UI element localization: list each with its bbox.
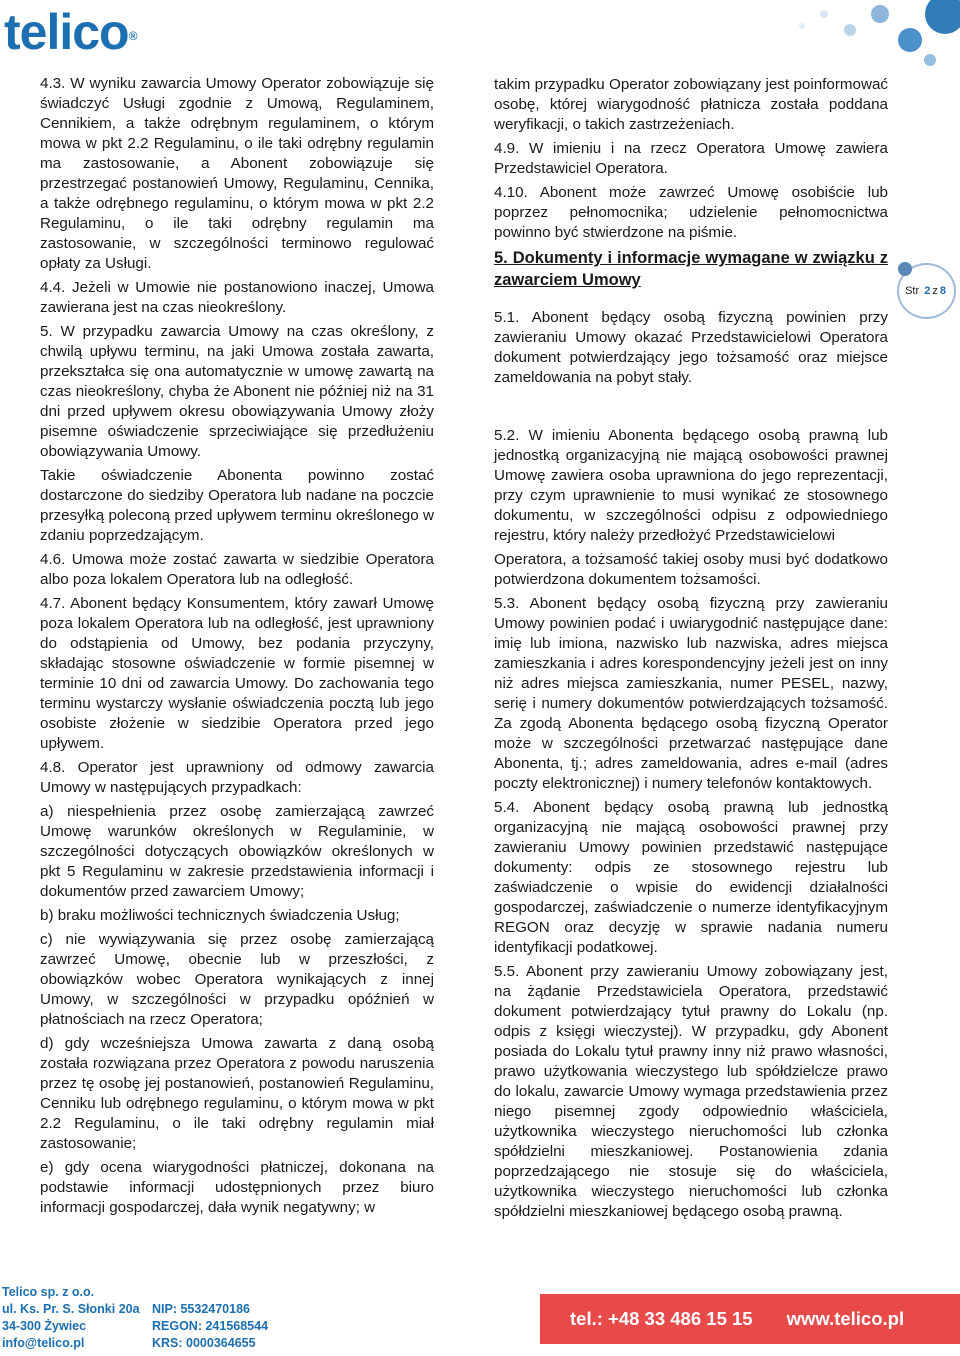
paragraph-5-1: 5.1. Abonent będący osobą fizyczną powinien przy zawieraniu Umowy okazać Przedstawicielowi Operatora dokument potwierdzający jego tożsamość oraz miejsce zameldowania na pobyt stały. bbox=[494, 308, 888, 386]
paragraph-4-8: 4.8. Operator jest uprawniony od odmowy zawarcia Umowy w następujących przypadkach: bbox=[40, 759, 434, 796]
list-item-e: e) gdy ocena wiarygodności płatniczej, dokonana na podstawie informacji udostępnionych przez biuro informacji gospodarczej, dała wynik negatywny; w bbox=[40, 1159, 434, 1216]
list-item-b: b) braku możliwości technicznych świadczenia Usług; bbox=[40, 907, 400, 924]
paragraph-4-9: 4.9. W imieniu i na rzecz Operatora Umowę zawiera Przedstawiciel Operatora. bbox=[494, 140, 888, 177]
list-item-c: c) nie wywiązywania się przez osobę zamierzającą zawrzeć Umowę, obecnie lub w przeszłości, z obowiązków wobec Operatora wynikających z innej Umowy, w szczególności w przypadku opóźnień w płatnościach na rzecz Operatora; bbox=[40, 931, 434, 1028]
footer-krs: KRS: 0000364655 bbox=[152, 1336, 256, 1350]
page-prefix: Str bbox=[905, 285, 920, 297]
paragraph-5-3: 5.3. Abonent będący osobą fizyczną przy zawieraniu Umowy powinien podać i uwiarygodnić następujące dane: imię lub imiona, nazwisko lub nazwiska, adres miejsca zamieszkania i adres korespondencyjny jeżeli jest on inny niż adres miejsca zamieszkania, numer PESEL, nazwy, serię i numery dokumentów potwierdzających tożsamość. Za zgodą Abonenta będącego osobą fizyczną Operator może w szczególności przetwarzać następujące dane Abonenta, tj.; adres zameldowania, adres e-mail (adres poczty elektronicznej) i numery telefonów kontaktowych. bbox=[494, 594, 888, 792]
paragraph-4-10: 4.10. Abonent może zawrzeć Umowę osobiście lub poprzez pełnomocnika; udzielenie pełnomocnictwa powinno być stwierdzone na piśmie. bbox=[494, 184, 888, 241]
list-item-d: d) gdy wcześniejsza Umowa zawarta z daną osobą została rozwiązana przez Operatora z powodu naruszenia przez tę osobę jej postanowień, postanowień Regulaminu, Cenniku lub odrębnego regulaminu, o którym mowa w pkt 2.2 Regulaminu, o ile taki odrębny regulamin miał zastosowanie; bbox=[40, 1035, 434, 1152]
footer-company: Telico sp. z o.o. bbox=[2, 1285, 95, 1299]
page-total: 8 bbox=[939, 285, 946, 297]
paragraph-5-4: 5.4. Abonent będący osobą prawną lub jednostką organizacyjną nie mającą osobowości prawnej przy zawieraniu Umowy powinien przedstawić następujące dokumenty: odpis ze stosownego rejestru lub zaświadczenie o wpisie do ewidencji działalności gospodarczej, zaświadczenie o numerze identyfikacyjnym REGON oraz decyzję w sprawie nadania numeru identyfikacji podatkowej. bbox=[494, 798, 888, 956]
footer-website-link[interactable]: www.telico.pl bbox=[786, 1308, 905, 1329]
page-sep: z bbox=[932, 285, 938, 297]
footer-nip: NIP: 5532470186 bbox=[152, 1302, 250, 1316]
list-item-a: a) niespełnienia przez osobę zamierzającą zawrzeć Umowę warunków określonych w Regulaminie, w szczególności dotyczących obowiązków określonych w pkt 5 Regulaminu w zakresie przedstawienia informacji i dokumentów przed zawarciem Umowy; bbox=[40, 803, 434, 900]
paragraph-5: 5. W przypadku zawarcia Umowy na czas określony, z chwilą upływu terminu, na jaki Umowa została zawarta, przekształca się ona automatycznie w umowę zawartą na czas nieokreślony, chyba że Abonent nie później niż na 31 dni przed upływem okresu obowiązywania Umowy złoży pisemne oświadczenie sprzeciwiające się przedłużeniu obowiązywania Umowy. bbox=[40, 323, 434, 460]
section-heading-5: 5. Dokumenty i informacje wymagane w związku z zawarciem Umowy bbox=[494, 249, 888, 289]
logo-registered-mark: ® bbox=[128, 29, 137, 43]
footer-email[interactable]: info@telico.pl bbox=[2, 1336, 85, 1350]
paragraph-statement: Takie oświadczenie Abonenta powinno zostać dostarczone do siedziby Operatora lub nadane na poczcie przesyłką poleconą przed upływem terminu określonego w zdaniu poprzedzającym. bbox=[40, 467, 434, 544]
footer-regon: REGON: 241568544 bbox=[152, 1319, 269, 1333]
paragraph-5-5: 5.5. Abonent przy zawieraniu Umowy zobowiązany jest, na żądanie Przedstawiciela Operatora, przedstawić dokument potwierdzający tytuł prawny do Lokalu (np. odpis z księgi wieczystej). W przypadku, gdy Abonent posiada do Lokalu tytuł prawny inny niż prawo własności, prawo użytkowania wieczystego lub spółdzielcze prawo do lokalu, zawarcie Umowy wymaga przedstawienia przez niego pisemnej zgody odpowiednio właściciela, użytkownika wieczystego nieruchomości lub członka spółdzielni mieszkaniowej. Postanowienia zdania poprzedzającego nie stosuje się do właściciela, użytkownika wieczystego nieruchomości lub członka spółdzielni mieszkaniowej będącego osobą prawną. bbox=[494, 962, 888, 1220]
footer-street: ul. Ks. Pr. S. Słonki 20a bbox=[2, 1302, 140, 1316]
left-column bbox=[40, 74, 434, 1218]
paragraph-4-6: 4.6. Umowa może zostać zawarta w siedzibie Operatora albo poza lokalem Operatora lub na odległość. bbox=[40, 551, 434, 588]
paragraph-4-3: 4.3. W wyniku zawarcia Umowy Operator zobowiązuje się świadczyć Usługi zgodnie z Umową, Regulaminem, Cennikiem, a także odrębnym regulaminem, o którym mowa w pkt 2.2 Regulaminu, o ile taki odrębny regulamin ma zastosowanie, a Abonent zobowiązuje się przestrzegać postanowień Umowy, Regulaminu, Cennika, a także odrębnego regulaminu, o którym mowa w pkt 2.2 Regulaminu, o ile taki odrębny regulamin ma zastosowanie, w szczególności terminowo regulować opłaty za Usługi. bbox=[40, 75, 434, 272]
telico-logo bbox=[4, 2, 154, 62]
decorative-dots bbox=[720, 0, 960, 70]
paragraph-4-7: 4.7. Abonent będący Konsumentem, który zawarł Umowę poza lokalem Operatora lub na odległość, jest uprawniony do odstąpienia od Umowy, bez podania przyczyny, składając stosowne oświadczenie w formie pisemnej w terminie 10 dni od zawarcia Umowy. Do zachowania tego terminu wystarczy wysłanie oświadczenia pocztą lub jego osobiste złożenie w siedzibie Operatora przed jego upływem. bbox=[40, 595, 434, 752]
badge-dot-icon bbox=[898, 262, 912, 276]
paragraph-5-2-cont: Operatora, a tożsamość takiej osoby musi być dodatkowo potwierdzona dokumentem tożsamości. bbox=[494, 550, 888, 588]
right-column bbox=[494, 75, 888, 1222]
paragraph-5-2: 5.2. W imieniu Abonenta będącego osobą prawną lub jednostką organizacyjną nie mającą osobowości prawnej Umowę zawiera osoba uprawniona do jego reprezentacji, przy czym uprawnienie to musi wynikać ze stosownego dokumentu, w szczególności odpisu z odpowiedniego rejestru, który należy przedłożyć Przedstawicielowi bbox=[494, 426, 888, 544]
paragraph-continuation: takim przypadku Operator zobowiązany jest poinformować osobę, której wiarygodność płatnicza została poddana weryfikacji, o takich zastrzeżeniach. bbox=[494, 76, 888, 133]
footer-contact-bar bbox=[540, 1294, 960, 1344]
footer-city: 34-300 Żywiec bbox=[2, 1319, 87, 1333]
page-current: 2 bbox=[924, 285, 931, 297]
logo-text: telico bbox=[4, 4, 129, 60]
footer-company-info bbox=[2, 1284, 269, 1352]
footer-phone[interactable]: tel.: +48 33 486 15 15 bbox=[570, 1308, 753, 1329]
paragraph-4-4: 4.4. Jeżeli w Umowie nie postanowiono inaczej, Umowa zawierana jest na czas nieokreślony. bbox=[40, 279, 434, 316]
